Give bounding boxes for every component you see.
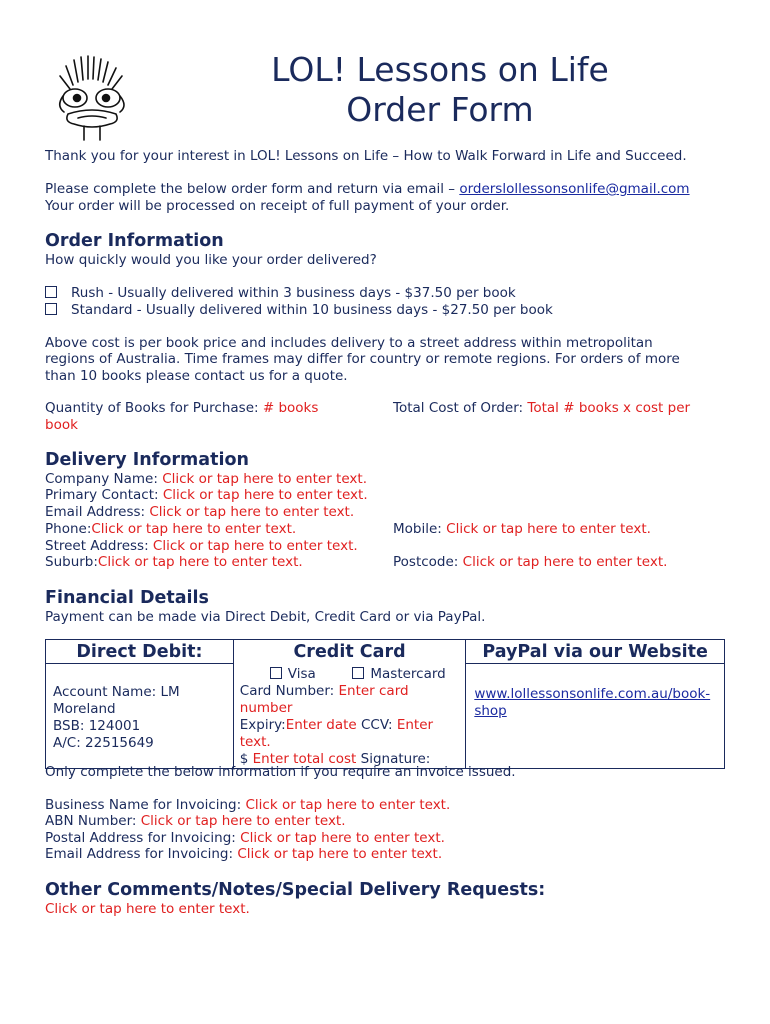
order-question: How quickly would you like your order delivered?: [45, 252, 377, 268]
suburb-field[interactable]: [45, 554, 303, 571]
email-address-label: Email Address:: [45, 504, 146, 520]
card-number-input[interactable]: Enter card: [338, 682, 409, 699]
phone-input[interactable]: Click or tap here to enter text.: [91, 521, 297, 537]
company-name-label: Company Name:: [45, 471, 158, 487]
postal-address-input[interactable]: Click or tap here to enter text.: [240, 830, 445, 846]
account-name-line-2: Moreland: [53, 700, 116, 717]
postcode-input[interactable]: Click or tap here to enter text.: [462, 554, 668, 570]
business-name-field[interactable]: [45, 797, 450, 814]
order-email-link[interactable]: orderslollessonsonlife@gmail.com: [459, 181, 690, 197]
email-address-field[interactable]: [45, 504, 354, 521]
standard-checkbox[interactable]: [45, 303, 57, 315]
card-number-input-cont[interactable]: number: [239, 699, 293, 716]
email-address-input[interactable]: Click or tap here to enter text.: [149, 504, 355, 520]
total-cost-field[interactable]: [393, 400, 690, 417]
intro-complete: [45, 181, 690, 198]
intro-complete-text: Please complete the below order form and return via email –: [45, 181, 456, 197]
standard-label: Standard - Usually delivered within 10 business days - $27.50 per book: [71, 302, 553, 318]
business-name-input[interactable]: Click or tap here to enter text.: [245, 797, 451, 813]
suburb-input[interactable]: Click or tap here to enter text.: [97, 554, 303, 570]
postal-address-field[interactable]: [45, 830, 445, 847]
option-rush[interactable]: [45, 285, 516, 302]
intro-processed: Your order will be processed on receipt of full payment of your order.: [45, 198, 510, 214]
order-note-line-1: Above cost is per book price and includes delivery to a street address within metropolitan: [45, 335, 653, 351]
postcode-label: Postcode:: [393, 554, 459, 570]
account-name-line-1: Account Name: LM: [53, 683, 180, 700]
phone-label: Phone:: [45, 521, 92, 537]
option-standard[interactable]: [45, 302, 553, 319]
total-cost-input[interactable]: Total # books x cost per: [527, 400, 691, 416]
quantity-field[interactable]: [45, 400, 318, 417]
quantity-label: Quantity of Books for Purchase:: [45, 400, 259, 416]
company-name-field[interactable]: [45, 471, 367, 488]
paypal-header: PayPal via our Website: [466, 640, 725, 664]
expiry-input[interactable]: Enter date: [285, 716, 357, 733]
rush-checkbox[interactable]: [45, 286, 57, 298]
visa-checkbox[interactable]: [270, 667, 282, 679]
order-heading: Order Information: [45, 231, 224, 251]
mobile-input[interactable]: Click or tap here to enter text.: [446, 521, 651, 537]
financial-heading: Financial Details: [45, 588, 209, 608]
ccv-input[interactable]: Enter: [396, 716, 434, 733]
delivery-heading: Delivery Information: [45, 450, 249, 470]
expiry-ccv-field[interactable]: [240, 717, 466, 734]
card-number-label: Card Number:: [239, 682, 335, 699]
dollar-sign: $: [239, 750, 249, 767]
invoice-email-input[interactable]: Click or tap here to enter text.: [237, 846, 443, 862]
comments-heading: Other Comments/Notes/Special Delivery Requests:: [45, 880, 546, 900]
expiry-label: Expiry:: [239, 716, 286, 733]
signature-label: Signature:: [360, 750, 431, 767]
phone-field[interactable]: [45, 521, 296, 538]
ostrich-face-icon: [48, 54, 138, 144]
comments-input[interactable]: Click or tap here to enter text.: [45, 901, 250, 917]
payment-table: [45, 639, 725, 769]
order-note-line-2: regions of Australia. Time frames may differ for country or remote regions. For orders of more: [45, 351, 680, 367]
quantity-input-cont[interactable]: book: [45, 417, 78, 433]
street-address-label: Street Address:: [45, 538, 149, 554]
abn-input[interactable]: Click or tap here to enter text.: [140, 813, 346, 829]
postal-address-label: Postal Address for Invoicing:: [45, 830, 236, 846]
intro-thanks: Thank you for your interest in LOL! Lessons on Life – How to Walk Forward in Life and Succeed.: [45, 148, 687, 164]
mastercard-checkbox[interactable]: [352, 667, 364, 679]
credit-card-header: Credit Card: [233, 640, 466, 664]
account-number: A/C: 22515649: [53, 734, 154, 751]
invoice-intro: Only complete the below information if you require an invoice issued.: [45, 764, 516, 780]
primary-contact-input[interactable]: Click or tap here to enter text.: [162, 487, 368, 503]
company-name-input[interactable]: Click or tap here to enter text.: [162, 471, 367, 487]
abn-label: ABN Number:: [45, 813, 137, 829]
financial-intro: Payment can be made via Direct Debit, Credit Card or via PayPal.: [45, 609, 486, 625]
card-number-field[interactable]: [240, 683, 466, 700]
title-line-2: Order Form: [346, 90, 534, 129]
payment-total-input[interactable]: Enter total cost: [252, 750, 357, 767]
invoice-email-label: Email Address for Invoicing:: [45, 846, 234, 862]
postcode-field[interactable]: [393, 554, 667, 571]
mastercard-label: Mastercard: [370, 665, 446, 682]
direct-debit-header: Direct Debit:: [46, 640, 234, 664]
primary-contact-field[interactable]: [45, 487, 368, 504]
invoice-email-field[interactable]: [45, 846, 442, 863]
visa-label: Visa: [287, 665, 316, 682]
business-name-label: Business Name for Invoicing:: [45, 797, 242, 813]
title-line-1: LOL! Lessons on Life: [271, 50, 609, 89]
paypal-cell: [466, 664, 725, 769]
paypal-shop-link[interactable]: www.lollessonsonlife.com.au/book-: [474, 686, 711, 702]
suburb-label: Suburb:: [45, 554, 98, 570]
bsb: BSB: 124001: [53, 717, 141, 734]
credit-card-cell: [233, 664, 466, 769]
page-title: [230, 50, 650, 130]
ccv-input-cont[interactable]: text.: [239, 733, 271, 750]
ccv-label: CCV:: [360, 716, 393, 733]
rush-label: Rush - Usually delivered within 3 business days - $37.50 per book: [71, 285, 516, 301]
mobile-label: Mobile:: [393, 521, 442, 537]
street-address-input[interactable]: Click or tap here to enter text.: [152, 538, 358, 554]
primary-contact-label: Primary Contact:: [45, 487, 159, 503]
street-address-field[interactable]: [45, 538, 358, 555]
order-note-line-3: than 10 books please contact us for a quote.: [45, 368, 348, 384]
quantity-input[interactable]: # books: [262, 400, 319, 416]
paypal-shop-link-cont[interactable]: shop: [474, 703, 507, 719]
abn-field[interactable]: [45, 813, 346, 830]
direct-debit-cell: [46, 664, 234, 769]
mobile-field[interactable]: [393, 521, 651, 538]
total-cost-label: Total Cost of Order:: [393, 400, 524, 416]
